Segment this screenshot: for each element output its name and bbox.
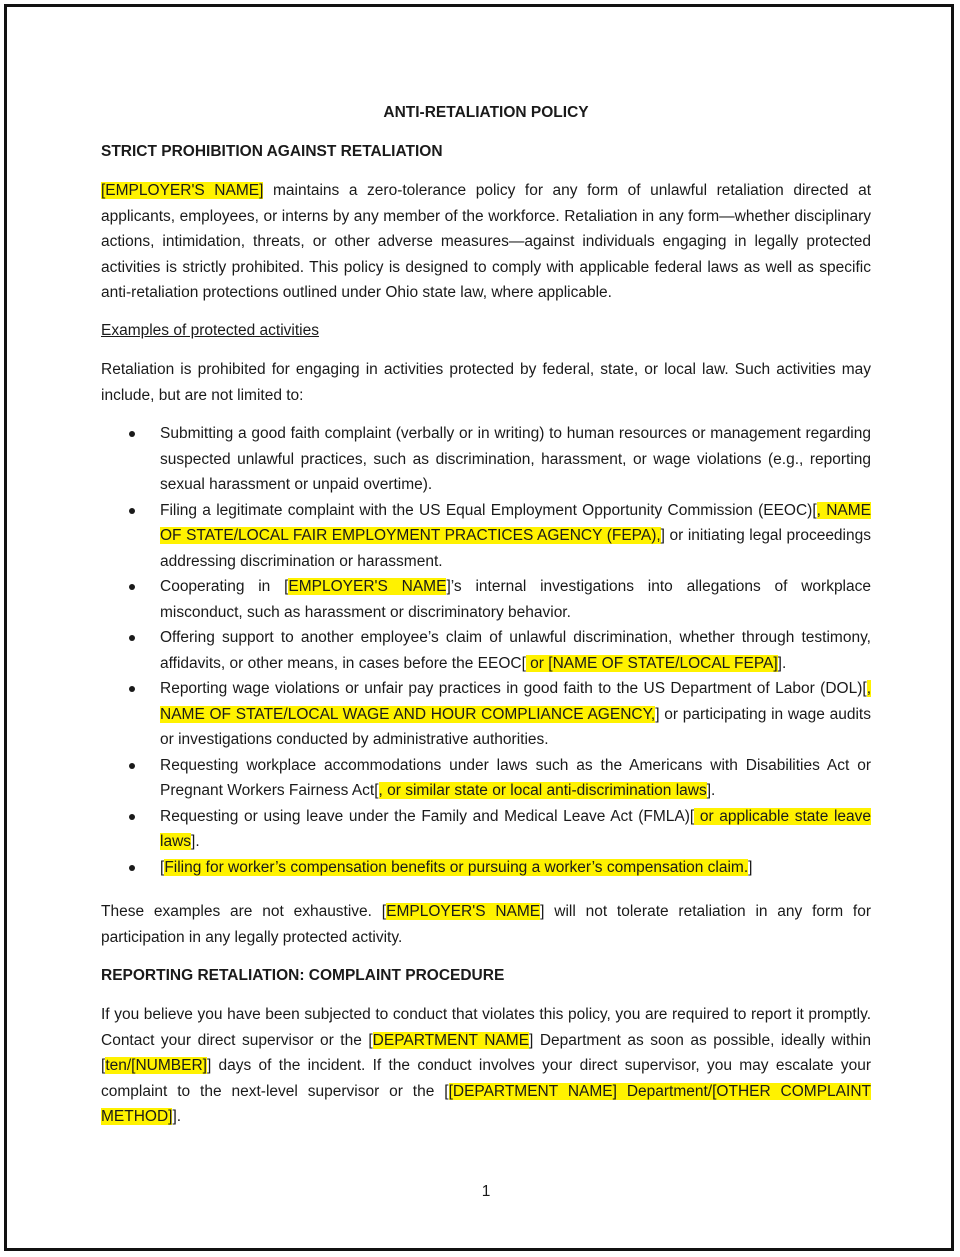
protected-activities-list xyxy=(101,421,871,880)
document-page xyxy=(4,4,954,1251)
list-item-text: Requesting workplace accommodations under laws such as the Americans with Disabilities Act or Pregnant Workers Fairness Act[ xyxy=(160,756,871,799)
bullet-icon xyxy=(129,635,135,641)
page-number: 1 xyxy=(481,1183,491,1200)
list-item-text: Cooperating in [ xyxy=(160,578,289,595)
days-placeholder: ten/[NUMBER] xyxy=(105,1057,207,1074)
employer-name-placeholder: EMPLOYER'S NAME xyxy=(386,903,541,920)
bullet-icon xyxy=(129,431,135,437)
reporting-text: If you believe you have been subjected to conduct that violates this policy, you are required to report it promptly. Contact your direct supervisor or the [ xyxy=(101,1006,871,1049)
closing-paragraph xyxy=(101,899,871,950)
closing-text: These examples are not exhaustive. [ xyxy=(101,903,387,920)
list-item-text: ]. xyxy=(777,654,787,672)
list-item xyxy=(101,574,871,625)
list-item-text: Reporting wage violations or unfair pay practices in good faith to the US Department of Labor (DOL)[ xyxy=(160,680,867,697)
intro-text: maintains a zero-tolerance policy for any form of unlawful retaliation directed at applicants, employees, or interns by any member of the workforce. Retaliation in any form—whether disciplinary actions, intimidation, threats, or other adverse measures—against individuals engaging in legally protected activities is strictly prohibited. This policy is designed to comply with applicable federal laws as well as specific anti-retaliation protections outlined under Ohio state law, where applicable. xyxy=(101,182,871,301)
list-item xyxy=(101,804,871,855)
fepa-placeholder: , NAME OF STATE/LOCAL FAIR EMPLOYMENT PRACTICES AGENCY (FEPA), xyxy=(160,501,871,544)
department-name-placeholder: DEPARTMENT NAME xyxy=(372,1031,530,1049)
list-item-text: Filing a legitimate complaint with the US Equal Employment Opportunity Commission (EEOC)[ xyxy=(160,501,817,519)
reporting-text: ]. xyxy=(172,1108,182,1125)
closing-text: ] will not tolerate retaliation in any form for participation in any legally protected activity. xyxy=(101,903,871,946)
section-heading-reporting: REPORTING RETALIATION: COMPLAINT PROCEDURE xyxy=(101,967,505,984)
examples-intro: Retaliation is prohibited for engaging in activities protected by federal, state, or local law. Such activities may include, but are not limited to: xyxy=(101,361,871,404)
list-item xyxy=(101,498,871,575)
reporting-text: ] Department as soon as possible, ideally within [ xyxy=(101,1031,871,1074)
bullet-icon xyxy=(129,686,135,692)
state-fepa-placeholder: or [NAME OF STATE/LOCAL FEPA] xyxy=(525,654,778,672)
state-leave-placeholder: or applicable state leave laws xyxy=(160,807,872,850)
examples-heading xyxy=(101,318,871,344)
examples-heading-text: Examples of protected activities xyxy=(101,322,319,339)
document-title: ANTI-RETALIATION POLICY xyxy=(383,104,589,121)
list-item-text: ] or participating in wage audits or investigations conducted by administrative authorities. xyxy=(160,705,871,748)
list-item xyxy=(101,753,871,804)
intro-paragraph xyxy=(101,178,871,306)
employer-name-placeholder: [EMPLOYER'S NAME] xyxy=(101,182,264,199)
list-item-text: ]’s internal investigations into allegations of workplace misconduct, such as harassment or discriminatory behavior. xyxy=(160,578,871,621)
list-item xyxy=(101,625,871,676)
list-item xyxy=(101,855,871,881)
bullet-icon xyxy=(129,508,135,514)
state-law-placeholder: , or similar state or local anti-discrimination laws xyxy=(378,782,707,799)
reporting-paragraph xyxy=(101,1002,871,1130)
bullet-icon xyxy=(129,814,135,820)
employer-name-placeholder: EMPLOYER'S NAME xyxy=(288,578,447,595)
list-item xyxy=(101,421,871,498)
list-item-text: Requesting or using leave under the Family and Medical Leave Act (FMLA)[ xyxy=(160,807,695,825)
list-item-text: Submitting a good faith complaint (verbally or in writing) to human resources or management regarding suspected unlawful practices, such as discrimination, harassment, or wage violations (e.g., reporting sexual harassment or unpaid overtime). xyxy=(160,425,871,493)
reporting-text: ] days of the incident. If the conduct involves your direct supervisor, you may escalate your complaint to the next-level supervisor or the [ xyxy=(101,1057,871,1100)
list-item xyxy=(101,676,871,753)
wage-agency-placeholder: , NAME OF STATE/LOCAL WAGE AND HOUR COMPLIANCE AGENCY, xyxy=(160,680,871,723)
list-item-text: ]. xyxy=(706,782,716,799)
list-item-text: ]. xyxy=(191,833,200,850)
workers-comp-placeholder: Filing for worker’s compensation benefits or pursuing a worker’s compensation claim. xyxy=(164,858,749,876)
list-item-text: ] xyxy=(748,858,753,876)
bullet-icon xyxy=(129,763,135,769)
bullet-icon xyxy=(129,865,135,871)
complaint-method-placeholder: [DEPARTMENT NAME] Department/[OTHER COMPLAINT METHOD] xyxy=(101,1082,871,1125)
list-item-text: [ xyxy=(160,858,165,876)
section-heading-prohibition: STRICT PROHIBITION AGAINST RETALIATION xyxy=(101,143,443,160)
list-item-text: ] or initiating legal proceedings addressing discrimination or harassment. xyxy=(160,527,871,570)
list-item-text: Offering support to another employee’s claim of unlawful discrimination, whether through testimony, affidavits, or other means, in cases before the EEOC[ xyxy=(160,629,871,672)
bullet-icon xyxy=(129,584,135,590)
